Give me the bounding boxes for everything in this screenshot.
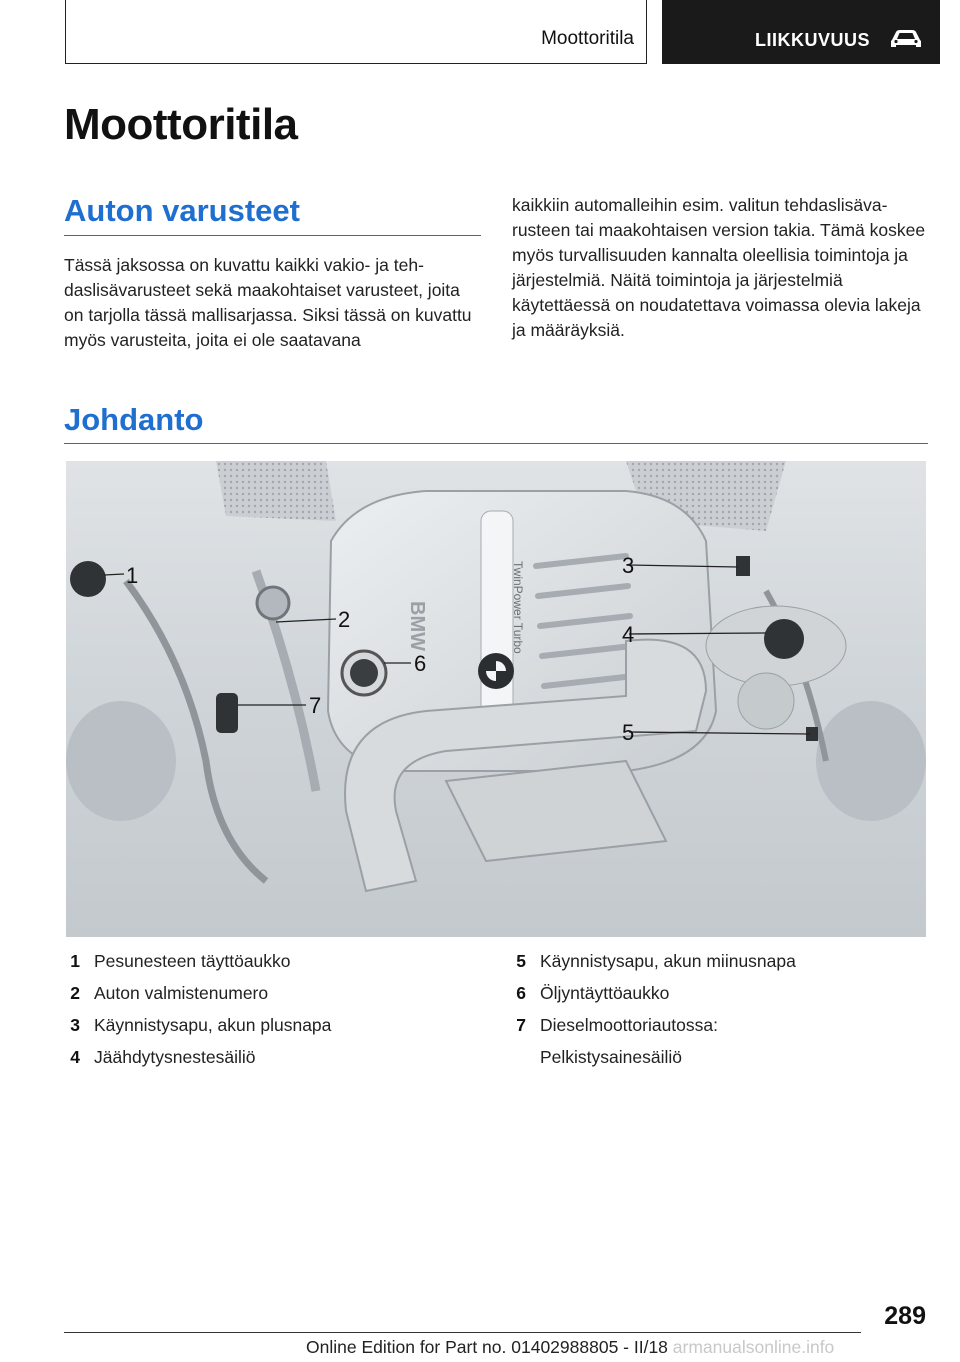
page-number: 289 (884, 1302, 926, 1330)
legend-text: Pesunesteen täyttöaukko (94, 951, 291, 971)
callout-6: 6 (414, 651, 427, 676)
callout-5: 5 (622, 720, 635, 745)
intro-paragraph-left: Tässä jaksossa on kuvattu kaikki vakio- ja tehdaslisävarusteet sekä maakohtaiset varusteet, joita on tarjolla tässä mallisarjassa. Siksi tässä on kuvattu myös varusteita, joita ei ole saatavana (64, 255, 472, 350)
twinpower-label: TwinPower Turbo (511, 561, 525, 654)
car-icon (888, 28, 924, 50)
legend-number: 6 (516, 983, 526, 1003)
section-heading-johdanto: Johdanto (64, 402, 204, 437)
engine-bay-illustration (66, 461, 926, 937)
intro-paragraph-right: kaikkiin automalleihin esim. valitun tehdaslisävarusteen tai maakohtaisen version takia. Tämä koskee myös turvallisuuden kannalta oleellisia toimintoja ja järjestelmiä. Näitä toimintoja ja järjestelmiä käytettäessä on noudatettava voimassa olevia lakeja ja määräyksiä. (512, 195, 926, 340)
callout-7: 7 (309, 693, 322, 718)
legend-text: Jäähdytysnestesäiliö (94, 1047, 256, 1067)
legend-text: Pelkistysainesäiliö (540, 1047, 683, 1067)
header-chapter-tab[interactable] (662, 0, 940, 64)
callout-4: 4 (622, 622, 635, 647)
legend-number: 4 (70, 1047, 80, 1067)
footer-edition (306, 1337, 834, 1358)
legend-text: Dieselmoottoriautossa: (540, 1015, 718, 1035)
footer-divider (64, 1332, 861, 1333)
legend-number: 7 (516, 1015, 526, 1035)
callout-2: 2 (338, 607, 351, 632)
section-divider (64, 235, 481, 236)
legend-text: Käynnistysapu, akun miinusnapa (540, 951, 796, 971)
callout-1: 1 (126, 563, 139, 588)
header-chapter-label: LIIKKUVUUS (755, 30, 871, 50)
section-divider (64, 443, 928, 444)
legend-text: Öljyntäyttöaukko (540, 983, 670, 1003)
legend-text: Käynnistysapu, akun plusnapa (94, 1015, 332, 1035)
legend-number: 3 (70, 1015, 80, 1035)
legend-number: 2 (70, 983, 80, 1003)
header-section-title: Moottoritila (541, 28, 634, 49)
legend-number: 5 (516, 951, 526, 971)
callout-3: 3 (622, 553, 635, 578)
header-section-box (65, 0, 647, 64)
legend-number: 1 (70, 951, 80, 971)
legend-text: Auton valmistenumero (94, 983, 269, 1003)
section-heading-auton-varusteet: Auton varusteet (64, 193, 300, 228)
footer-edition-text: Online Edition for Part no. 01402988805 - II/18 (306, 1337, 668, 1357)
footer-watermark: armanualsonline.info (672, 1337, 835, 1357)
bmw-cover-label: BMW (406, 601, 428, 651)
page-title: Moottoritila (64, 100, 298, 149)
